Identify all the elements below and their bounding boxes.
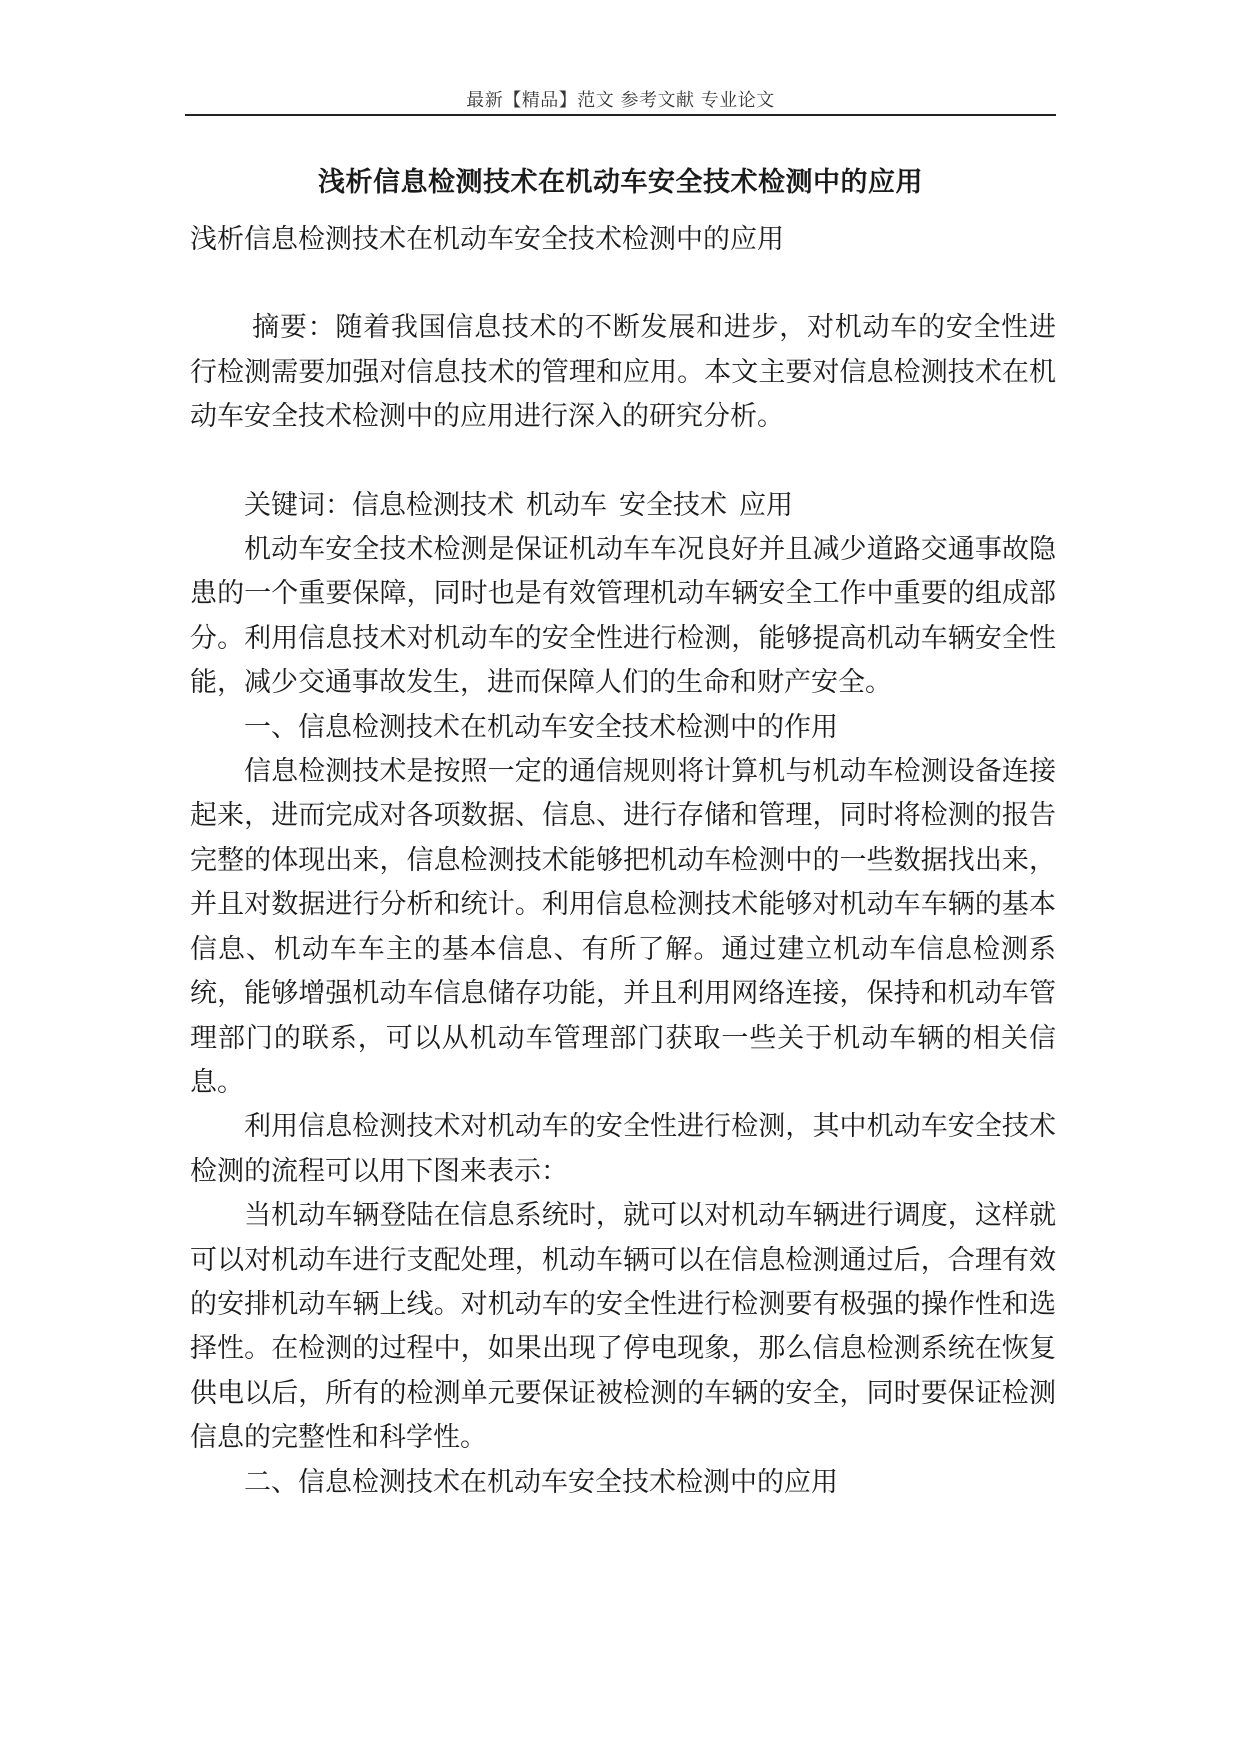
keyword-item: 应用 [739, 489, 793, 521]
abstract-paragraph: 摘要：随着我国信息技术的不断发展和进步，对机动车的安全性进行检测需要加强对信息技术的管理和应用。本文主要对信息检测技术在机动车安全技术检测中的应用进行深入的研究分析。 [190, 312, 1056, 433]
keywords-line [190, 484, 1056, 528]
keyword-item: 信息检测技术 [352, 489, 514, 521]
body-paragraph: 信息检测技术是按照一定的通信规则将计算机与机动车检测设备连接起来，进而完成对各项数据、信息、进行存储和管理，同时将检测的报告完整的体现出来，信息检测技术能够把机动车检测中的一些数据找出来，并且对数据进行分析和统计。利用信息检测技术能够对机动车车辆的基本信息、机动车车主的基本信息、有所了解。通过建立机动车信息检测系统，能够增强机动车信息储存功能，并且利用网络连接，保持和机动车管理部门的联系，可以从机动车管理部门获取一些关于机动车辆的相关信息。 [190, 756, 1056, 1098]
document-body [190, 218, 1056, 1505]
body-paragraph: 当机动车辆登陆在信息系统时，就可以对机动车辆进行调度，这样就可以对机动车进行支配处理，机动车辆可以在信息检测通过后，合理有效的安排机动车辆上线。对机动车的安全性进行检测要有极强的操作性和选择性。在检测的过程中，如果出现了停电现象，那么信息检测系统在恢复供电以后，所有的检测单元要保证被检测的车辆的安全，同时要保证检测信息的完整性和科学性。 [190, 1200, 1056, 1454]
document-title: 浅析信息检测技术在机动车安全技术检测中的应用 [318, 167, 923, 198]
body-paragraph: 机动车安全技术检测是保证机动车车况良好并且减少道路交通事故隐患的一个重要保障，同时也是有效管理机动车辆安全工作中重要的组成部分。利用信息技术对机动车的安全性进行检测，能够提高机动车辆安全性能，减少交通事故发生，进而保障人们的生命和财产安全。 [190, 534, 1056, 699]
document-subtitle: 浅析信息检测技术在机动车安全技术检测中的应用 [190, 224, 784, 255]
body-paragraph: 利用信息检测技术对机动车的安全性进行检测，其中机动车安全技术检测的流程可以用下图来表示： [190, 1111, 1056, 1187]
keyword-item: 机动车 [526, 489, 607, 521]
header-divider [185, 114, 1056, 116]
running-header: 最新【精品】范文 参考文献 专业论文 [466, 90, 775, 111]
section-heading: 一、信息检测技术在机动车安全技术检测中的作用 [244, 711, 838, 743]
keyword-item: 安全技术 [619, 489, 727, 521]
section-heading: 二、信息检测技术在机动车安全技术检测中的应用 [244, 1466, 838, 1498]
keywords-label: 关键词： [244, 489, 352, 521]
